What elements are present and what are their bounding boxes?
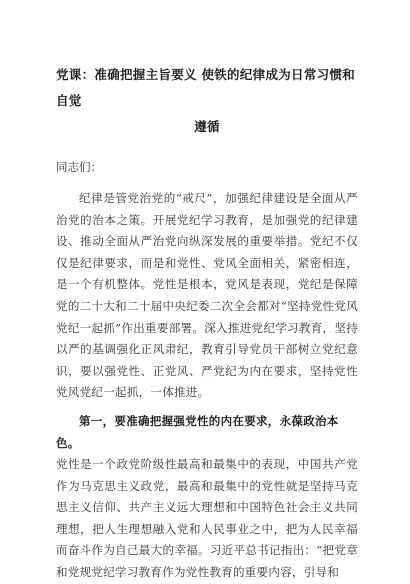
document-title — [56, 62, 358, 140]
paragraph-2: 党性是一个政党阶级性最高和最集中的表现，中国共产党作为马克思主义政党，最高和最集中的党性就是坚持马克思主义信仰、共产主义远大理想和中国特色社会主义共同理想，把人生理想融入党和人民事业之中，把为人民幸福而奋斗作为自己最大的幸福。习近平总书记指出：“把党章和党规党纪学习教育作为党性教育的重要内容，引导和 — [56, 456, 358, 579]
paragraph-1: 纪律是管党治党的“戒尺”，加强纪律建设是全面从严治党的治本之策。开展党纪学习教育，是加强党的纪律建设、推动全面从严治党向纵深发展的重要举措。党纪不仅仅是纪律要求，而是和党性、党风全面相关，紧密相连，是一个有机整体。党性是根本，党风是表现，党纪是保障党的二十大和二十届中央纪委二次全会都对“坚持党性党风党纪一起抓”作出重要部署。深入推进党纪学习教育，坚持以严的基调强化正风肃纪，教育引导党员干部树立党纪意识，要以强党性、正党风、严党纪为内在要求，坚持党性党风党纪一起抓，一体推进。 — [56, 191, 358, 400]
title-line-2: 遵循 — [194, 119, 220, 134]
salutation: 同志们： — [56, 160, 102, 174]
section-heading-1: 第一，要准确把握强党性的内在要求，永葆政治本色。 — [56, 413, 339, 450]
title-line-1: 党课：准确把握主旨要义 使铁的纪律成为日常习惯和自觉 — [56, 67, 356, 108]
